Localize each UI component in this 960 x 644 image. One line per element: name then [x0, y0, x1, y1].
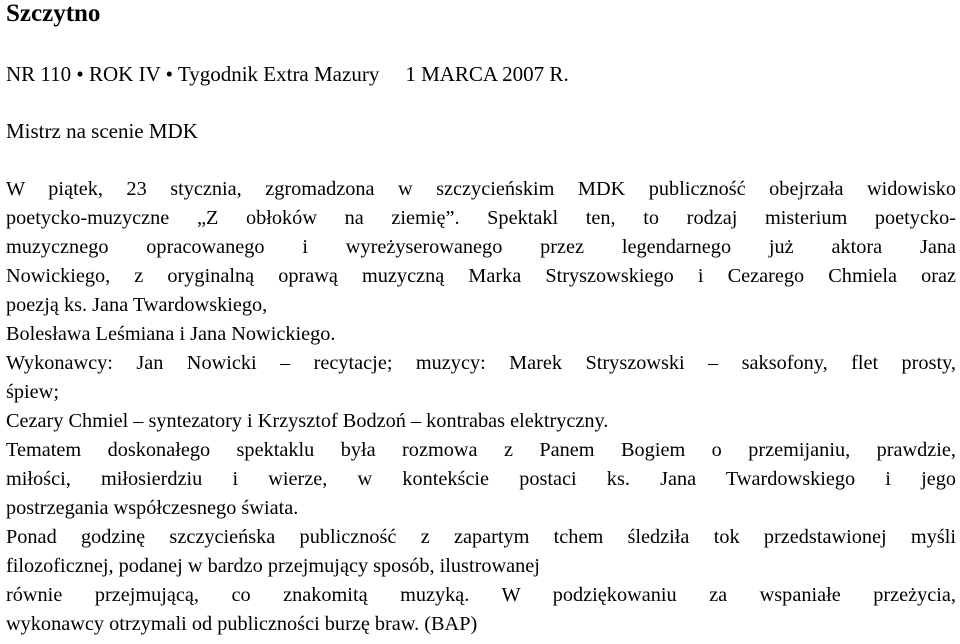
issue-info: NR 110 • ROK IV • Tygodnik Extra Mazury — [6, 62, 380, 86]
body-line: Ponad godzinę szczycieńska publiczność z zapartym tchem śledziła tok przedstawionej myśli — [6, 526, 956, 548]
body-line: muzycznego opracowanego i wyreżyserowanego przez legendarnego już aktora Jana — [6, 236, 956, 258]
body-line: W piątek, 23 stycznia, zgromadzona w szczycieńskim MDK publiczność obejrzała widowisko — [6, 178, 956, 200]
body-line: Nowickiego, z oryginalną oprawą muzyczną Marka Stryszowskiego i Cezarego Chmiela oraz — [6, 265, 956, 287]
body-line: Wykonawcy: Jan Nowicki – recytacje; muzycy: Marek Stryszowski – saksofony, flet prosty, — [6, 352, 956, 374]
body-line: poezją ks. Jana Twardowskiego, — [6, 294, 268, 316]
page-title: Szczytno — [6, 0, 101, 27]
article-body — [6, 175, 956, 639]
body-line: miłości, miłosierdziu i wierze, w kontekście postaci ks. Jana Twardowskiego i jego — [6, 468, 956, 490]
body-line: wykonawcy otrzymali od publiczności burzę braw. (BAP) — [6, 613, 478, 635]
body-line: postrzegania współczesnego świata. — [6, 497, 299, 519]
body-line: równie przejmującą, co znakomitą muzyką. W podziękowaniu za wspaniałe przeżycia, — [6, 584, 956, 606]
issue-date: 1 MARCA 2007 R. — [405, 62, 569, 86]
article-headline: Mistrz na scenie MDK — [6, 119, 198, 143]
issue-line — [6, 60, 569, 88]
body-line: filozoficznej, podanej w bardzo przejmujący sposób, ilustrowanej — [6, 555, 540, 577]
body-line: śpiew; — [6, 381, 59, 403]
body-line: Cezary Chmiel – syntezatory i Krzysztof Bodzoń – kontrabas elektryczny. — [6, 410, 609, 432]
body-line: poetycko-muzyczne „Z obłoków na ziemię”. Spektakl ten, to rodzaj misterium poetycko- — [6, 207, 956, 229]
body-line: Tematem doskonałego spektaklu była rozmowa z Panem Bogiem o przemijaniu, prawdzie, — [6, 439, 956, 461]
body-line: Bolesława Leśmiana i Jana Nowickiego. — [6, 323, 336, 345]
